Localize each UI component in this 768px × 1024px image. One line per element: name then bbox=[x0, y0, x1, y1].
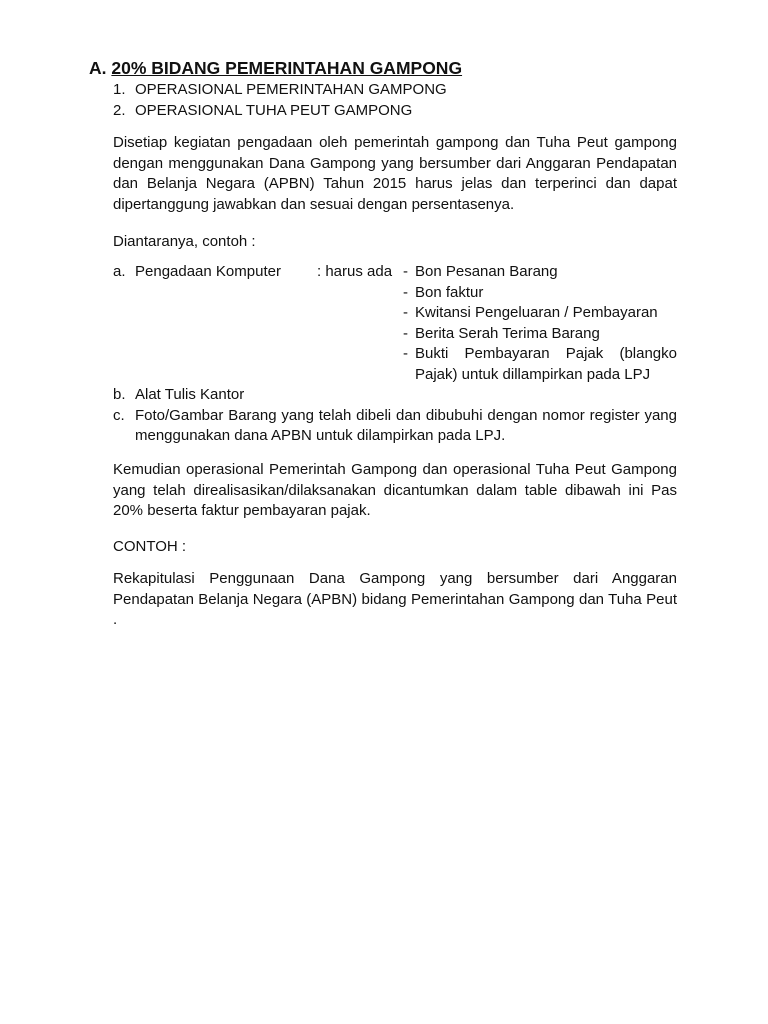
item-text: OPERASIONAL PEMERINTAHAN GAMPONG bbox=[135, 81, 447, 98]
requirement-item: - Berita Serah Terima Barang bbox=[403, 324, 600, 342]
section-letter: A. bbox=[89, 58, 107, 78]
numbered-item bbox=[113, 80, 447, 101]
section-title: 20% BIDANG PEMERINTAHAN GAMPONG bbox=[111, 58, 463, 78]
item-number: 1. bbox=[113, 81, 126, 98]
requirement-item: - Bon faktur bbox=[403, 283, 484, 301]
item-text: OPERASIONAL TUHA PEUT GAMPONG bbox=[135, 101, 413, 119]
section-heading bbox=[89, 57, 462, 79]
item-marker: a. bbox=[113, 263, 126, 280]
requirements-list bbox=[403, 262, 677, 385]
example-list bbox=[113, 262, 677, 447]
item-separator: : harus ada bbox=[317, 263, 393, 280]
requirement-item: - Kwitansi Pengeluaran / Pembayaran bbox=[403, 304, 658, 321]
item-text: Foto/Gambar Barang yang telah dibeli dan dibubuhi dengan nomor register yang menggunakan dana APBN untuk dilampirkan pada LPJ. bbox=[135, 406, 677, 444]
paragraph-2: Kemudian operasional Pemerintah Gampong dan operasional Tuha Peut Gampong yang telah direalisasikan/dilaksanakan dicantumkan dalam table dibawah ini Pas 20% beserta faktur pembayaran pajak. bbox=[113, 461, 677, 519]
item-number: 2. bbox=[113, 101, 126, 119]
contoh-label: CONTOH : bbox=[113, 538, 187, 555]
requirement-item: - Bon Pesanan Barang bbox=[403, 263, 558, 280]
requirement-item: - Bukti Pembayaran Pajak (blangko Pajak) untuk dillampirkan pada LPJ bbox=[403, 345, 677, 383]
item-marker: c. bbox=[113, 406, 125, 424]
list-item-c bbox=[113, 406, 677, 447]
intro-text: Diantaranya, contoh : bbox=[113, 233, 256, 250]
paragraph-1: Disetiap kegiatan pengadaan oleh pemerintah gampong dan Tuha Peut gampong dengan menggunakan Dana Gampong yang bersumber dari Anggaran Pendapatan dan Belanja Negara (APBN) Tahun 2015 harus jelas dan terperinci dan dapat dipertanggung jawabkan dan sesuai dengan persentasenya. bbox=[113, 134, 677, 213]
item-marker: b. bbox=[113, 386, 126, 403]
numbered-list bbox=[113, 80, 447, 121]
paragraph-3: Rekapitulasi Penggunaan Dana Gampong yang bersumber dari Anggaran Pendapatan Belanja Negara (APBN) bidang Pemerintahan Gampong dan Tuha Peut . bbox=[113, 570, 677, 628]
list-item-b bbox=[113, 385, 677, 406]
item-text: Alat Tulis Kantor bbox=[135, 386, 245, 403]
numbered-item bbox=[113, 101, 447, 122]
item-name: Pengadaan Komputer bbox=[135, 263, 281, 280]
list-item-a bbox=[113, 262, 677, 385]
